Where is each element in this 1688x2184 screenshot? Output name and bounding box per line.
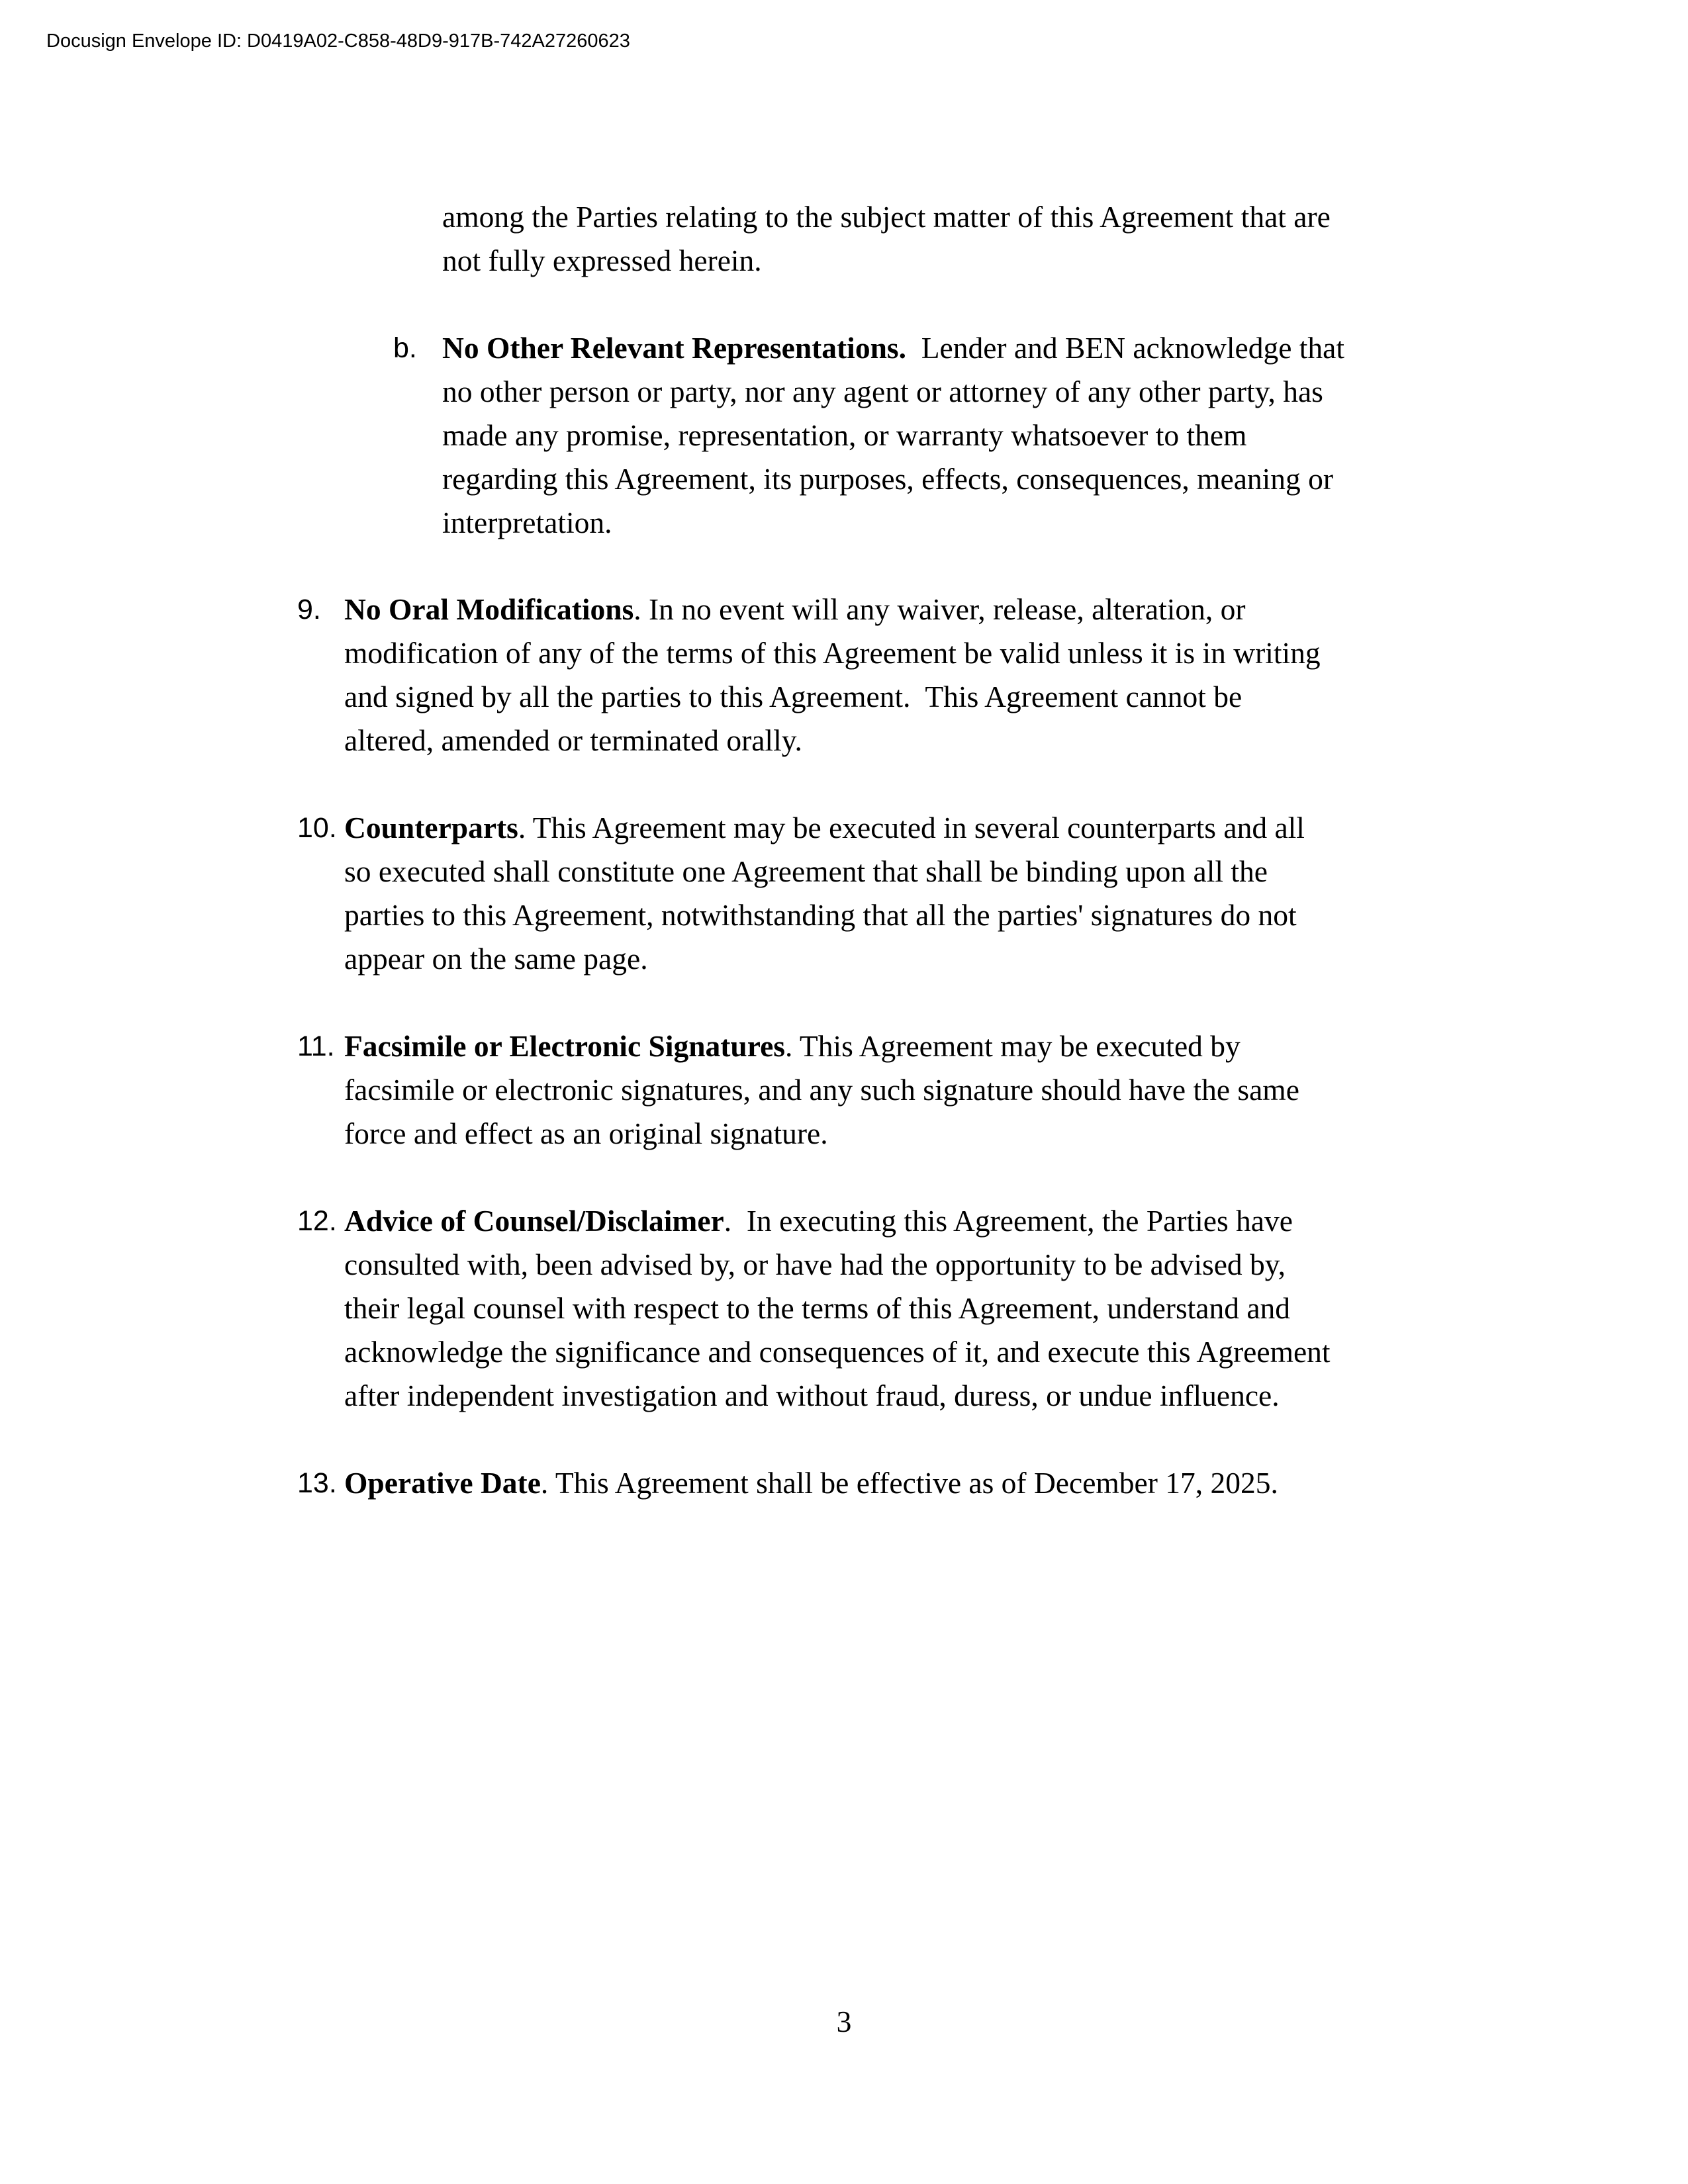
- section-11-marker: 11.: [297, 1030, 335, 1062]
- section-11: [344, 1024, 1299, 1156]
- section-9-first-rest: . In no event will any waiver, release, alteration, or: [633, 592, 1246, 626]
- section-10-heading: Counterparts: [344, 811, 518, 844]
- section-9-line: modification of any of the terms of this Agreement be valid unless it is in writing: [344, 636, 1321, 670]
- section-12: [344, 1199, 1331, 1418]
- section-10-line: appear on the same page.: [344, 942, 648, 976]
- continuation-line: among the Parties relating to the subject matter of this Agreement that are: [442, 200, 1331, 234]
- section-8b-line: made any promise, representation, or warranty whatsoever to them: [442, 418, 1247, 452]
- section-9-marker: 9.: [297, 594, 321, 625]
- section-12-line: after independent investigation and without fraud, duress, or undue influence.: [344, 1379, 1280, 1412]
- section-11-heading: Facsimile or Electronic Signatures: [344, 1029, 785, 1063]
- section-10-first-line: [344, 806, 1305, 850]
- section-10-marker: 10.: [297, 812, 337, 844]
- section-9-line: and signed by all the parties to this Agreement. This Agreement cannot be: [344, 680, 1243, 713]
- section-12-first-line: [344, 1199, 1331, 1243]
- docusign-envelope-id: Docusign Envelope ID: D0419A02-C858-48D9-917B-742A27260623: [46, 30, 630, 52]
- section-13: [344, 1461, 1278, 1505]
- section-10: [344, 806, 1305, 981]
- section-13-first-rest: . This Agreement shall be effective as of December 17, 2025.: [540, 1466, 1278, 1500]
- section-8b-marker: b.: [393, 332, 417, 364]
- section-13-heading: Operative Date: [344, 1466, 541, 1500]
- section-10-line: parties to this Agreement, notwithstanding that all the parties' signatures do not: [344, 898, 1297, 932]
- continuation-line: not fully expressed herein.: [442, 244, 762, 277]
- section-10-line: so executed shall constitute one Agreement that shall be binding upon all the: [344, 854, 1268, 888]
- section-11-line: force and effect as an original signature.: [344, 1116, 828, 1150]
- section-9: [344, 588, 1321, 762]
- section-12-marker: 12.: [297, 1205, 337, 1237]
- section-8a-continuation: [442, 195, 1331, 283]
- section-8b-heading: No Other Relevant Representations.: [442, 331, 906, 365]
- section-8b-line: regarding this Agreement, its purposes, effects, consequences, meaning or: [442, 462, 1334, 496]
- section-9-heading: No Oral Modifications: [344, 592, 634, 626]
- section-12-line: acknowledge the significance and consequences of it, and execute this Agreement: [344, 1335, 1331, 1369]
- section-9-line: altered, amended or terminated orally.: [344, 723, 802, 757]
- section-12-heading: Advice of Counsel/Disclaimer: [344, 1204, 724, 1238]
- section-13-first-line: [344, 1461, 1278, 1505]
- section-11-line: facsimile or electronic signatures, and any such signature should have the same: [344, 1073, 1299, 1107]
- section-12-line: consulted with, been advised by, or have had the opportunity to be advised by,: [344, 1248, 1286, 1281]
- section-13-marker: 13.: [297, 1467, 337, 1499]
- section-10-first-rest: . This Agreement may be executed in several counterparts and all: [518, 811, 1305, 844]
- section-8b-line: interpretation.: [442, 506, 612, 539]
- section-9-first-line: [344, 588, 1321, 631]
- section-8b: [442, 326, 1344, 545]
- section-8b-first-line: [442, 326, 1344, 370]
- section-11-first-rest: . This Agreement may be executed by: [785, 1029, 1241, 1063]
- section-8b-first-rest: Lender and BEN acknowledge that: [906, 331, 1345, 365]
- section-8b-line: no other person or party, nor any agent or attorney of any other party, has: [442, 375, 1323, 408]
- page-number: 3: [836, 2005, 852, 2038]
- section-11-first-line: [344, 1024, 1299, 1068]
- section-12-first-rest: . In executing this Agreement, the Parties have: [724, 1204, 1293, 1238]
- section-12-line: their legal counsel with respect to the terms of this Agreement, understand and: [344, 1291, 1291, 1325]
